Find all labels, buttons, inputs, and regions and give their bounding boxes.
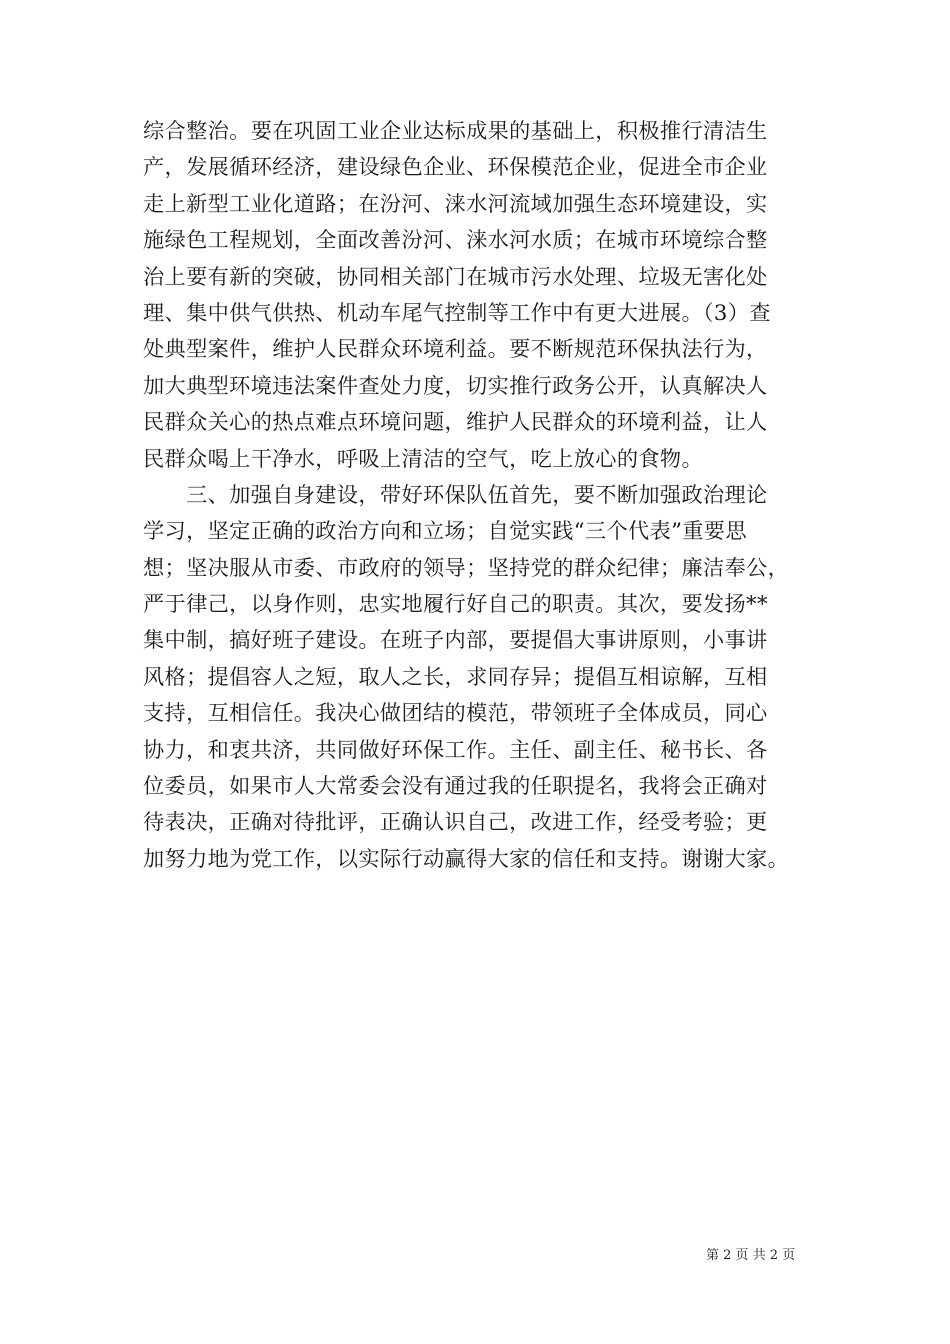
text-line: 治上要有新的突破，协同相关部门在城市污水处理、垃圾无害化处 xyxy=(143,263,768,289)
text-line: 加努力地为党工作，以实际行动赢得大家的信任和支持。谢谢大家。 xyxy=(143,845,790,871)
text-line: 支持，互相信任。我决心做团结的模范，带领班子全体成员，同心 xyxy=(143,700,768,726)
text-line: 集中制，搞好班子建设。在班子内部，要提倡大事讲原则，小事讲 xyxy=(143,627,768,653)
body-text xyxy=(143,113,809,877)
text-line: 综合整治。要在巩固工业企业达标成果的基础上，积极推行清洁生 xyxy=(143,118,768,143)
text-line: 想；坚决服从市委、市政府的领导；坚持党的群众纪律；廉洁奉公， xyxy=(143,554,790,580)
text-line: 协力，和衷共济，共同做好环保工作。主任、副主任、秘书长、各 xyxy=(143,736,768,762)
text-line: 严于律己，以身作则，忠实地履行好自己的职责。其次，要发扬** xyxy=(143,591,768,617)
text-line: 处典型案件，维护人民群众环境利益。要不断规范环保执法行为， xyxy=(143,336,768,362)
text-line: 民群众喝上干净水，呼吸上清洁的空气，吃上放心的食物。 xyxy=(143,445,703,471)
page-number-footer: 第 2 页 共 2 页 xyxy=(706,1248,796,1263)
text-line: 产，发展循环经济，建设绿色企业、环保模范企业，促进全市企业 xyxy=(143,154,768,180)
text-line: 待表决，正确对待批评，正确认识自己，改进工作，经受考验；更 xyxy=(143,809,768,835)
text-line: 施绿色工程规划，全面改善汾河、涞水河水质；在城市环境综合整 xyxy=(143,227,768,253)
text-line: 加大典型环境违法案件查处力度，切实推行政务公开，认真解决人 xyxy=(143,372,768,398)
text-line: 位委员，如果市人大常委会没有通过我的任职提名，我将会正确对 xyxy=(143,773,768,799)
text-line: 民群众关心的热点难点环境问题，维护人民群众的环境利益，让人 xyxy=(143,409,768,435)
text-line: 理、集中供气供热、机动车尾气控制等工作中有更大进展。（3）查 xyxy=(143,299,771,325)
text-line: 三、加强自身建设，带好环保队伍首先，要不断加强政治理论 xyxy=(143,481,768,507)
text-line: 走上新型工业化道路；在汾河、涞水河流域加强生态环境建设，实 xyxy=(143,190,768,216)
text-line: 风格；提倡容人之短，取人之长，求同存异；提倡互相谅解，互相 xyxy=(143,663,768,689)
text-line: 学习，坚定正确的政治方向和立场；自觉实践“三个代表”重要思 xyxy=(143,518,747,544)
